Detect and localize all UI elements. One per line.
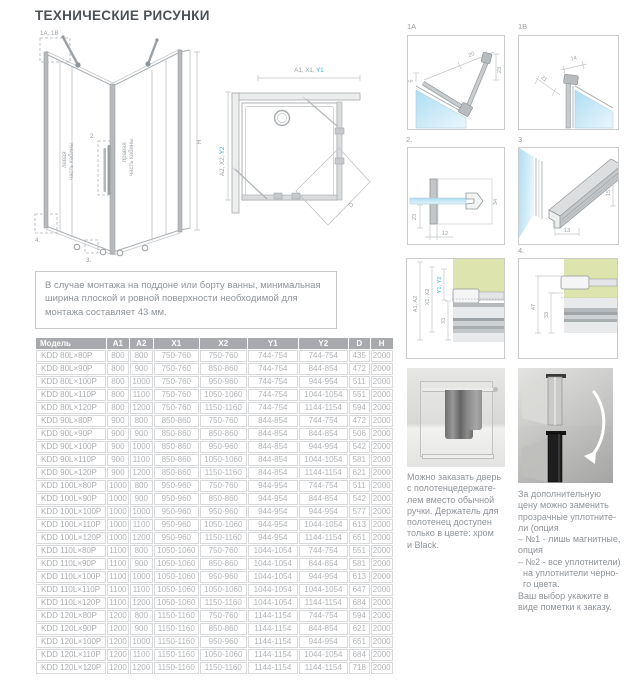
bottom-profile-block xyxy=(453,289,479,303)
caption-line: виде пометки к заказу. xyxy=(518,601,612,612)
dim-47: 47 xyxy=(531,303,537,311)
table-row: KDD 100L×110P 1000 1100 950-960 1050-1060 944-954 1044-1054 613 2000 xyxy=(36,519,393,531)
caption-line: – №2 - все уплотнители) xyxy=(518,556,621,567)
width-dim-line xyxy=(258,75,360,81)
dim-x1x2: X1, X2 xyxy=(425,288,431,306)
dim-5: 5 xyxy=(408,79,415,83)
photo-seal-comparison xyxy=(518,368,613,483)
table-row: KDD 110L×100P 1100 1000 1050-1060 950-960 1044-1054 944-954 613 2000 xyxy=(36,571,393,583)
iso-cabin-drawing xyxy=(30,28,225,270)
table-row: KDD 90L×80P 900 800 850-860 750-760 844-854 744-754 472 2000 xyxy=(36,415,393,427)
table-row: KDD 80L×110P 800 1100 750-760 1050-1060 744-754 1044-1054 551 2000 xyxy=(36,389,393,401)
table-row: KDD 110L×90P 1100 900 1050-1060 850-860 1044-1054 844-854 581 2000 xyxy=(36,558,393,570)
column-header: Y2 xyxy=(299,338,348,349)
wall-mount xyxy=(563,74,578,85)
left-wall-profile xyxy=(44,52,48,228)
table-row: KDD 90L×120P 900 1200 850-860 1150-1160 844-854 1144-1154 621 2000 xyxy=(36,467,393,479)
detail-1b xyxy=(518,35,619,130)
table-row: KDD 120L×80P 1200 800 1150-1160 750-760 1144-1154 744-754 594 2000 xyxy=(36,610,393,622)
bottom-rail xyxy=(422,454,495,459)
dim-a1a2: A1, A2 xyxy=(413,295,419,313)
detail-1a-label: 1A xyxy=(407,22,417,31)
caption-seal-option xyxy=(518,489,622,613)
table-row: KDD 120L×120P 1200 1200 1150-1160 1150-1160 1144-1154 1144-1154 718 2000 xyxy=(36,662,393,674)
caption-line: Ваш выбор укажите в xyxy=(518,590,609,601)
caption-line: опция xyxy=(518,545,543,556)
table-row: KDD 90L×90P 900 900 850-860 850-860 844-854 844-854 506 2000 xyxy=(36,428,393,440)
column-header: A1 xyxy=(107,338,129,349)
detail-4 xyxy=(518,258,618,359)
table-row: KDD 80L×100P 800 1000 750-760 950-960 744-754 944-954 511 2000 xyxy=(36,376,393,388)
sill-layers xyxy=(564,298,617,333)
detail-3 xyxy=(518,147,619,245)
table-row: KDD 90L×110P 900 1100 850-860 1050-1060 844-854 1044-1054 581 2000 xyxy=(36,454,393,466)
column-header: X1 xyxy=(154,338,199,349)
column-header: Модель xyxy=(36,338,106,349)
caption-line: цену можно заменить xyxy=(518,500,609,511)
caption-line: только в цвете: хром xyxy=(407,528,494,539)
caption-line: и Black. xyxy=(407,539,440,550)
caption-line: го цвета. xyxy=(518,579,560,590)
detail-4-label: 4. xyxy=(518,246,525,255)
depth-dim-line xyxy=(225,92,231,200)
height-dim-label: H xyxy=(196,139,203,144)
detail-sill-section xyxy=(406,258,505,359)
dim-14: 14 xyxy=(570,55,578,63)
drain-icon xyxy=(275,111,290,126)
right-wall-profile xyxy=(178,50,182,232)
table-row: KDD 100L×80P 1000 800 950-960 750-760 944-954 744-754 511 2000 xyxy=(36,480,393,492)
callout-label-2: 2. xyxy=(90,133,96,140)
spec-table xyxy=(35,337,394,675)
caption-towel-holder xyxy=(407,472,513,551)
detail-1a xyxy=(407,35,505,130)
wall-mount xyxy=(481,52,492,64)
dim-34: 34 xyxy=(493,198,499,206)
table-row: KDD 80L×80P 800 800 750-760 750-760 744-754 744-754 435 2000 xyxy=(36,350,393,362)
wall-brackets xyxy=(61,35,158,67)
callout-label-1a1b: 1A, 1B xyxy=(40,30,59,37)
dim-33: 33 xyxy=(441,317,447,325)
bottom-profile-block xyxy=(561,276,589,289)
callout-label-4: 4. xyxy=(35,237,41,244)
handle-tip xyxy=(466,193,483,209)
caption-line: За дополнительную xyxy=(518,489,602,499)
dim-23: 23 xyxy=(497,66,503,74)
column-header: X2 xyxy=(200,338,247,349)
dim-13: 13 xyxy=(563,228,571,234)
width-dim-label: A1, X1, Y1 xyxy=(294,67,324,74)
table-row: KDD 110L×120P 1100 1200 1050-1060 1150-1160 1044-1054 1144-1154 684 2000 xyxy=(36,597,393,609)
table-row: KDD 100L×90P 1000 900 950-960 850-860 944-954 844-854 542 2000 xyxy=(36,493,393,505)
shower-tray xyxy=(242,103,337,200)
table-row: KDD 120L×100P 1200 1000 1150-1160 950-960 1144-1154 944-954 651 2000 xyxy=(36,636,393,648)
table-row: KDD 120L×90P 1200 900 1150-1160 850-860 1144-1154 844-854 621 2000 xyxy=(36,623,393,635)
dim-15: 15 xyxy=(606,189,612,197)
dim-lines xyxy=(417,262,451,340)
photo-towel-door xyxy=(407,368,505,467)
dim-21: 21 xyxy=(539,74,548,84)
spec-table-body xyxy=(36,350,393,674)
table-row: KDD 120L×110P 1200 1100 1150-1160 1050-1060 1144-1154 1044-1054 684 2000 xyxy=(36,649,393,661)
table-row: KDD 100L×120P 1000 1200 950-960 1150-1160 944-954 1144-1154 651 2000 xyxy=(36,532,393,544)
table-row: KDD 110L×80P 1100 800 1050-1060 750-760 1044-1054 744-754 551 2000 xyxy=(36,545,393,557)
column-header: A2 xyxy=(130,338,153,349)
column-header: D xyxy=(349,338,370,349)
door-dim-label: D xyxy=(347,201,356,210)
right-panel-text-1: правая xyxy=(122,142,128,162)
corner-post xyxy=(110,84,115,254)
spec-table-headrow xyxy=(36,338,393,349)
column-header: H xyxy=(371,338,393,349)
left-panel-text-2: часть кабины xyxy=(69,142,75,180)
left-panel-text-1: левая xyxy=(62,151,68,168)
caption-line: – №1 - лишь магнитные, xyxy=(518,534,621,545)
mounting-info-box: В случае монтажа на поддоне или борту ванны, минимальная ширина плоской и ровной поверхности необходимой для монтажа составляет 43 мм. xyxy=(35,271,337,329)
towel-fold xyxy=(468,390,483,431)
table-row: KDD 100L×100P 1000 1000 950-960 950-960 944-954 944-954 577 2000 xyxy=(36,506,393,518)
caption-line: на уплотнители черно- xyxy=(518,568,619,579)
table-row: KDD 80L×90P 800 900 750-760 850-860 744-754 844-854 472 2000 xyxy=(36,363,393,375)
detail-2 xyxy=(407,147,505,245)
caption-line: ли (опция xyxy=(518,522,559,533)
door-handle xyxy=(104,145,111,195)
dim-23: 23 xyxy=(412,213,418,221)
detail-2-label: 2. xyxy=(406,135,413,144)
sill-layers xyxy=(453,303,504,342)
glass-panel xyxy=(410,198,466,204)
wall-profile xyxy=(566,83,571,128)
table-row: KDD 110L×110P 1100 1100 1050-1060 1050-1060 1044-1054 1044-1054 647 2000 xyxy=(36,584,393,596)
dim-lines xyxy=(535,276,563,333)
caption-line: с полотенцедержате- xyxy=(407,483,496,494)
spec-table-wrap xyxy=(35,337,394,675)
right-panel-text-2: часть кабины xyxy=(129,138,135,176)
callout-label-3: 3. xyxy=(86,257,92,264)
detail-3-label: 3. xyxy=(518,135,525,144)
caption-line: лем вместо обычной xyxy=(407,494,495,505)
glass-panel xyxy=(575,90,613,128)
depth-dim-label: A2, X2, Y2 xyxy=(219,146,226,176)
top-view-drawing xyxy=(218,52,398,234)
caption-line: Можно заказать дверь xyxy=(407,472,502,482)
dim-20: 20 xyxy=(467,51,476,59)
page-title: ТЕХНИЧЕСКИЕ РИСУНКИ xyxy=(35,8,210,23)
caption-line: полотенец доступен xyxy=(407,517,492,528)
caption-line: ручки. Держатель для xyxy=(407,505,499,516)
table-row: KDD 90L×100P 900 1000 850-860 950-960 844-854 944-954 542 2000 xyxy=(36,441,393,453)
column-header: Y1 xyxy=(248,338,298,349)
dim-12: 12 xyxy=(441,231,449,237)
detail-1b-label: 1B xyxy=(518,22,528,31)
bottom-door-profile xyxy=(242,195,337,200)
caption-line: прозрачные уплотните- xyxy=(518,511,617,522)
corner-braces xyxy=(232,97,337,199)
dim-y1y2: Y1, Y2 xyxy=(437,276,443,294)
dim-33: 33 xyxy=(544,311,550,319)
table-row: KDD 80L×120P 800 1200 750-760 1150-1160 744-754 1144-1154 594 2000 xyxy=(36,402,393,414)
glass-panel xyxy=(519,148,534,238)
door-opening-outline xyxy=(296,148,370,225)
